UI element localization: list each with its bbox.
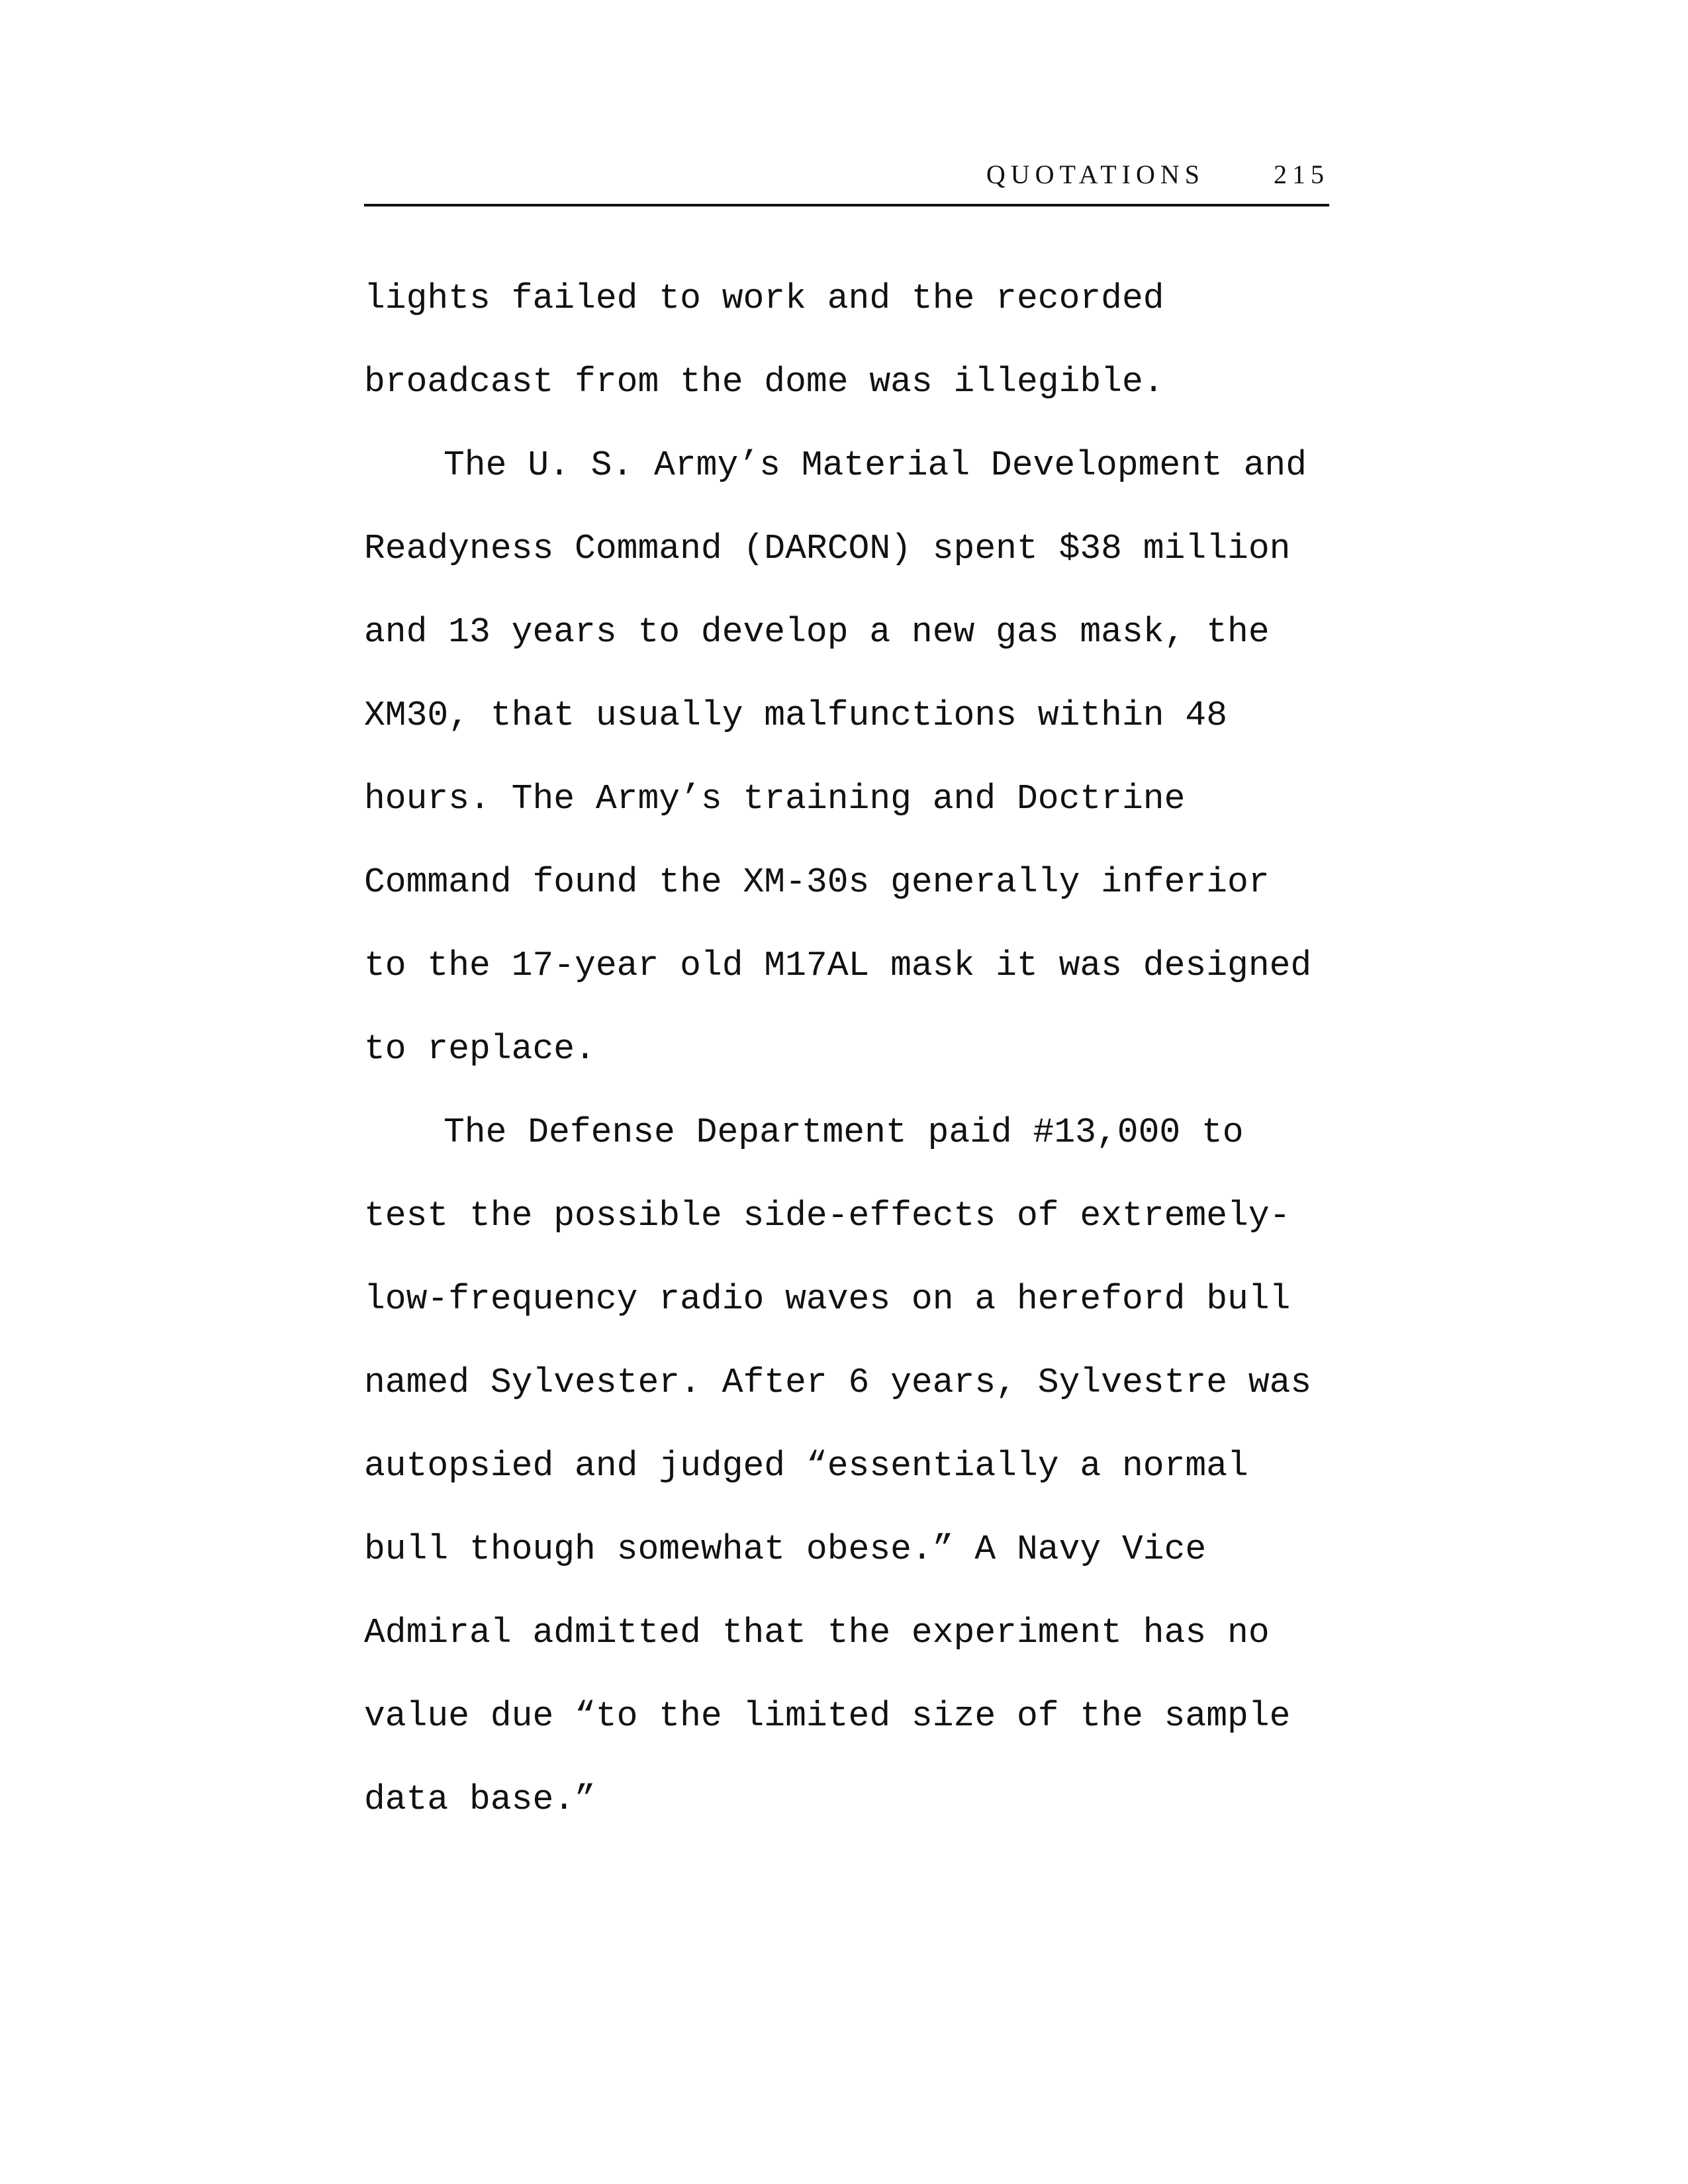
running-head-title: QUOTATIONS <box>986 159 1205 189</box>
paragraph-first-line: The U. S. Army’s Material Development and <box>444 445 1307 485</box>
text-line: data base.” <box>364 1780 596 1819</box>
text-line: Admiral admitted that the experiment has no <box>364 1613 1270 1653</box>
paragraph-first-line: The Defense Department paid #13,000 to <box>444 1113 1244 1152</box>
text-line: low-frequency radio waves on a hereford bull <box>364 1279 1291 1319</box>
text-line: test the possible side-effects of extremely- <box>364 1196 1291 1236</box>
text-line: hours. The Army’s training and Doctrine <box>364 779 1186 819</box>
text-line: lights failed to work and the recorded <box>364 279 1164 318</box>
text-line: value due “to the limited size of the sample <box>364 1696 1291 1736</box>
body-text <box>364 277 1331 1861</box>
running-header <box>364 156 1329 206</box>
text-line: to replace. <box>364 1029 596 1069</box>
text-line: Readyness Command (DARCON) spent $38 million <box>364 529 1291 569</box>
text-line: and 13 years to develop a new gas mask, the <box>364 612 1270 652</box>
text-line: autopsied and judged “essentially a normal <box>364 1446 1248 1486</box>
text-line: named Sylvester. After 6 years, Sylvestre was <box>364 1363 1312 1402</box>
text-line: XM30, that usually malfunctions within 48 <box>364 696 1228 735</box>
text-line: broadcast from the dome was illegible. <box>364 362 1164 402</box>
text-line: Command found the XM-30s generally inferior <box>364 862 1270 902</box>
text-line: to the 17-year old M17AL mask it was designed <box>364 946 1312 985</box>
page-number: 215 <box>1274 159 1329 189</box>
text-line: bull though somewhat obese.” A Navy Vice <box>364 1529 1207 1569</box>
